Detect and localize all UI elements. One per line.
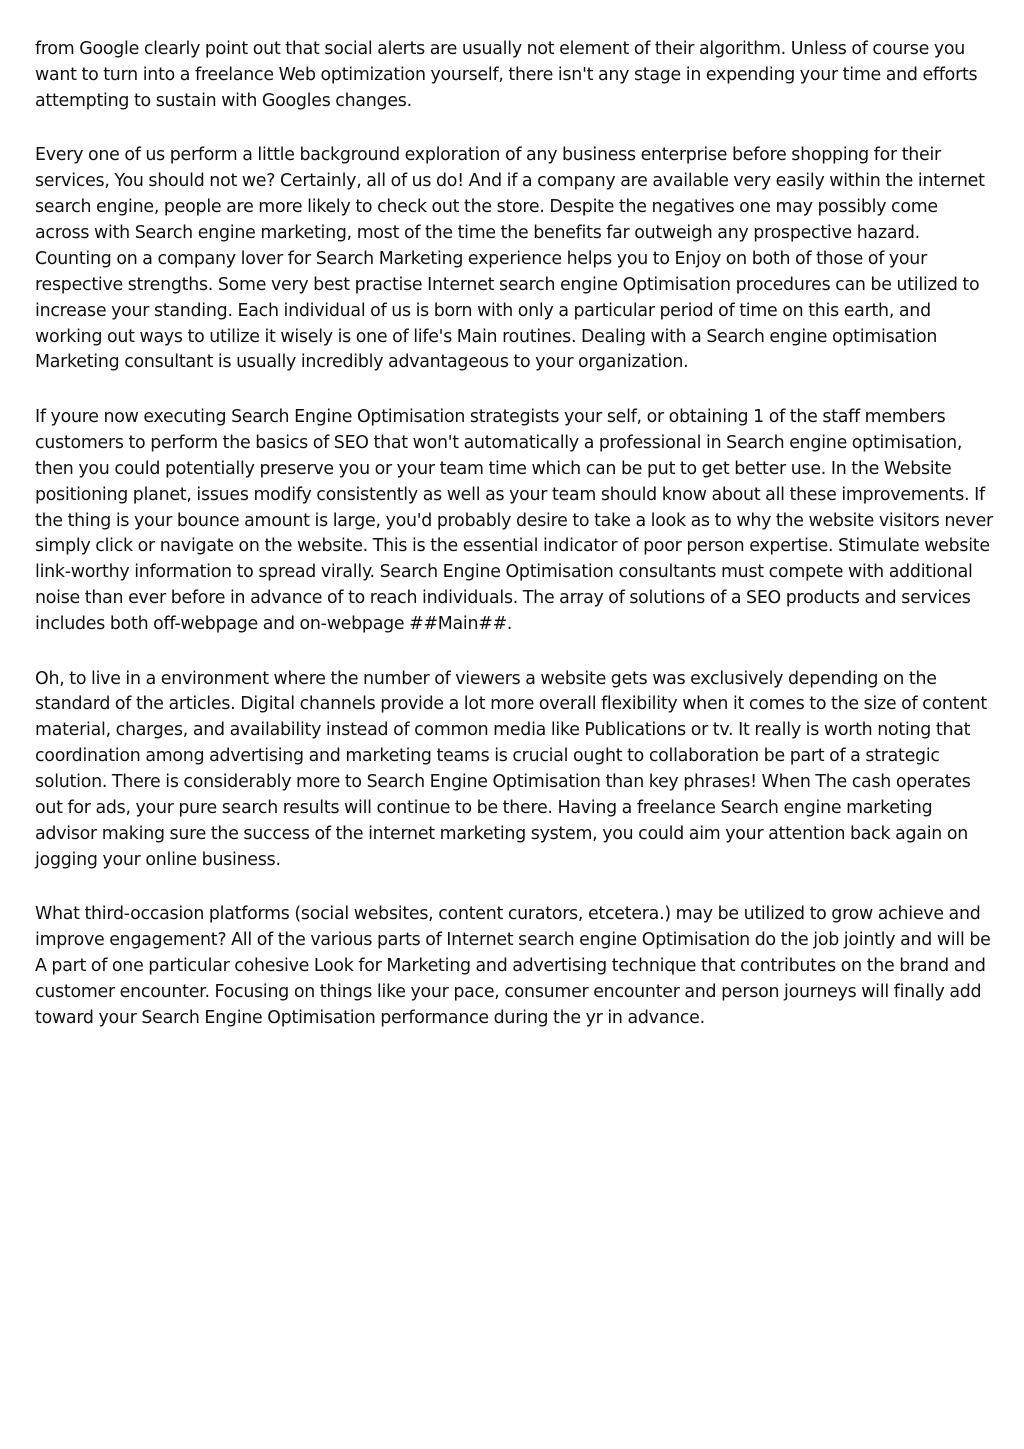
- paragraph-3: If youre now executing Search Engine Optimisation strategists your self, or obtaining 1 of the staff members customers to perform the basics of SEO that won't automatically a professional in Search engine optimisation, then you could potentially preserve you or your team time which can be put to get better use. In the Website positioning planet, issues modify consistently as well as your team should know about all these improvements. If the thing is your bounce amount is large, you'd probably desire to take a look as to why the website visitors never simply click or navigate on the website. This is the essential indicator of poor person expertise. Stimulate website link-worthy information to spread virally. Search Engine Optimisation consultants must compete with additional noise than ever before in advance of to reach individuals. The array of solutions of a SEO products and services includes both off-webpage and on-webpage ##Main##.: [35, 406, 993, 635]
- paragraph-5: What third-occasion platforms (social websites, content curators, etcetera.) may be utilized to grow achieve and improve engagement? All of the various parts of Internet search engine Optimisation do the job jointly and will be A part of one particular cohesive Look for Marketing and advertising technique that contributes on the brand and customer encounter. Focusing on things like your pace, consumer encounter and person journeys will finally add toward your Search Engine Optimisation performance during the yr in advance.: [35, 904, 991, 1028]
- paragraph-2: Every one of us perform a little background exploration of any business enterprise before shopping for their services, You should not we? Certainly, all of us do! And if a company are available very easily within the internet search engine, people are more likely to check out the store. Despite the negatives one may possibly come across with Search engine marketing, most of the time the benefits far outweigh any prospective hazard. Counting on a company lover for Search Marketing experience helps you to Enjoy on both of those of your respective strengths. Some very best practise Internet search engine Optimisation procedures can be utilized to increase your standing. Each individual of us is born with only a particular period of time on this earth, and working out ways to utilize it wisely is one of life's Main routines. Dealing with a Search engine optimisation Marketing consultant is usually incredibly advantageous to your organization.: [35, 145, 985, 373]
- document-body: [35, 37, 995, 1060]
- paragraph-4: Oh, to live in a environment where the number of viewers a website gets was exclusively depending on the standard of the articles. Digital channels provide a lot more overall flexibility when it comes to the size of content material, charges, and availability instead of common media like Publications or tv. It really is worth noting that coordination among advertising and marketing teams is crucial ought to collaboration be part of a strategic solution. There is considerably more to Search Engine Optimisation than key phrases! When The cash operates out for ads, your pure search results will continue to be there. Having a freelance Search engine marketing advisor making sure the success of the internet marketing system, you could aim your attention back again on jogging your online business.: [35, 668, 987, 870]
- paragraph-1: from Google clearly point out that social alerts are usually not element of their algorithm. Unless of course you want to turn into a freelance Web optimization yourself, there isn't any stage in expending your time and efforts attempting to sustain with Googles changes.: [35, 39, 978, 111]
